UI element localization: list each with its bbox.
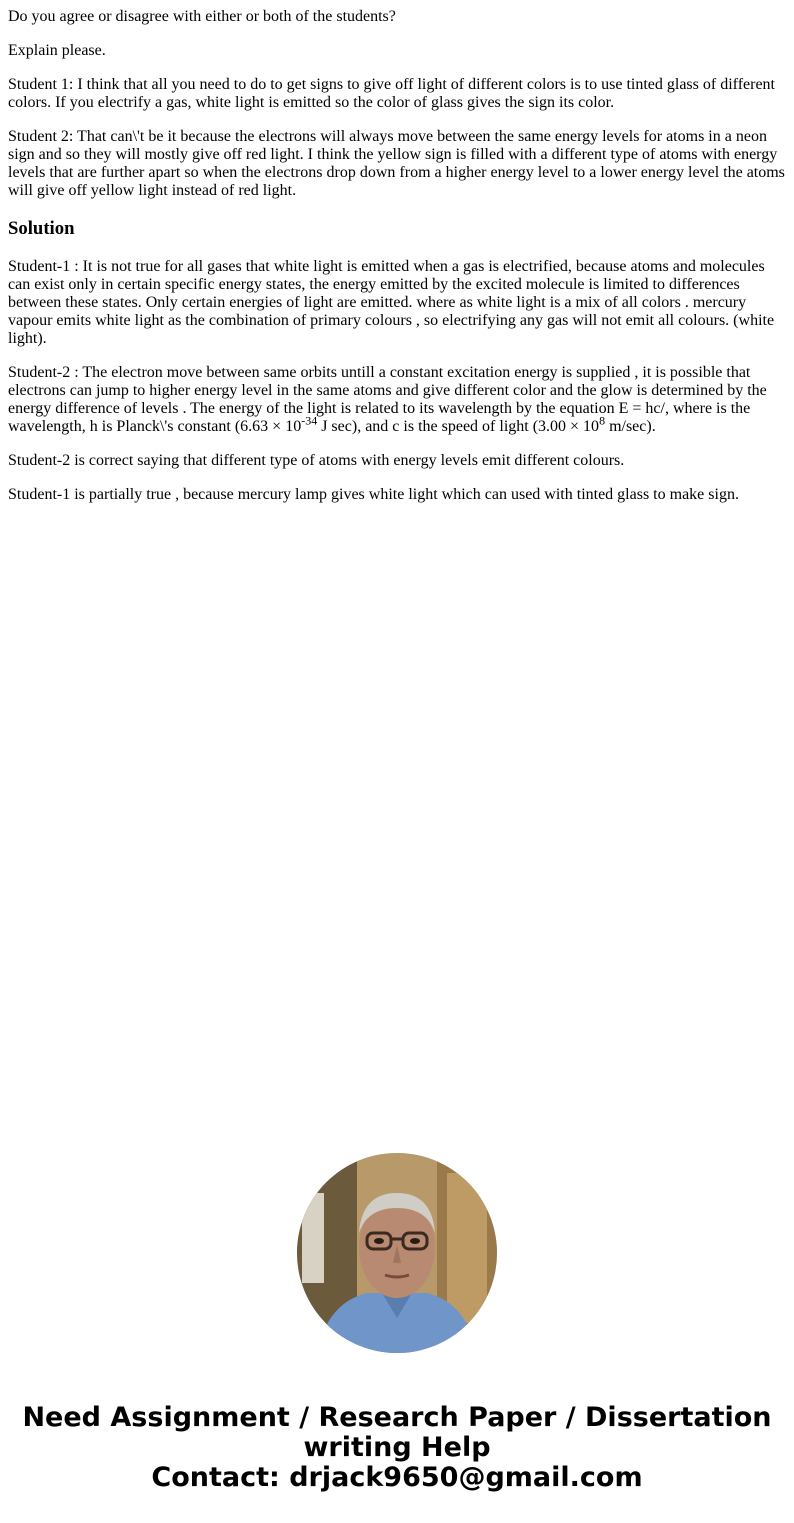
solution-paragraph-4: Student-1 is partially true , because mercury lamp gives white light which can used with tinted glass to make sign. (8, 486, 739, 503)
avatar-portrait (297, 1153, 497, 1353)
solution-paragraph-1: Student-1 : It is not true for all gases that white light is emitted when a gas is electrified, because atoms and molecules can exist only in certain specific energy states, the energy emitted by the excited molecule is limited to differences between these states. Only certain energies of light are emitted. where as white light is a mix of all colors . mercury vapour emits white light as the combination of primary colours , so electrifying any gas will not emit all colours. (white light). (8, 258, 775, 347)
solution-paragraph-2-text-a: Student-2 : The electron move between same orbits untill a constant excitation energy is supplied , it is possible that electrons can jump to higher energy level in the same atoms and give different color and the glow is determined by the energy difference of levels . The energy of the light is related to its wavelength by the equation E = hc/, where is the wavelength, h is Planck\'s constant (6.63 × 10 (8, 364, 767, 435)
solution-paragraph-3: Student-2 is correct saying that different type of atoms with energy levels emit different colours. (8, 452, 625, 469)
document-body (8, 8, 788, 520)
student-1-statement: Student 1: I think that all you need to do to get signs to give off light of different colors is to use tinted glass of different colors. If you electrify a gas, white light is emitted so the color of glass gives the sign its color. (8, 76, 775, 111)
footer-banner (0, 1403, 794, 1493)
planck-exponent: -34 (301, 413, 318, 428)
solution-paragraph-2-text-c: m/sec). (605, 418, 656, 435)
student-2-statement: Student 2: That can\'t be it because the electrons will always move between the same energy levels for atoms in a neon sign and so they will mostly give off red light. I think the yellow sign is filled with a different type of atoms with energy levels that are further apart so when the electrons drop down from a higher energy level to a lower energy level the atoms will give off yellow light instead of red light. (8, 128, 785, 199)
solution-paragraph-2-text-b: J sec), and c is the speed of light (3.00 × 10 (317, 418, 600, 435)
solution-paragraph-2 (8, 364, 788, 436)
avatar (297, 1153, 497, 1353)
solution-heading: Solution (8, 218, 75, 239)
footer-contact: Contact: drjack9650@gmail.com (151, 1462, 643, 1493)
question-line: Do you agree or disagree with either or both of the students? (8, 8, 396, 25)
light-speed-exponent: 8 (599, 413, 606, 428)
footer-line-1: Need Assignment / Research Paper / Dissertation (22, 1402, 772, 1433)
question-instruction: Explain please. (8, 42, 106, 59)
footer-line-2: writing Help (303, 1432, 491, 1463)
